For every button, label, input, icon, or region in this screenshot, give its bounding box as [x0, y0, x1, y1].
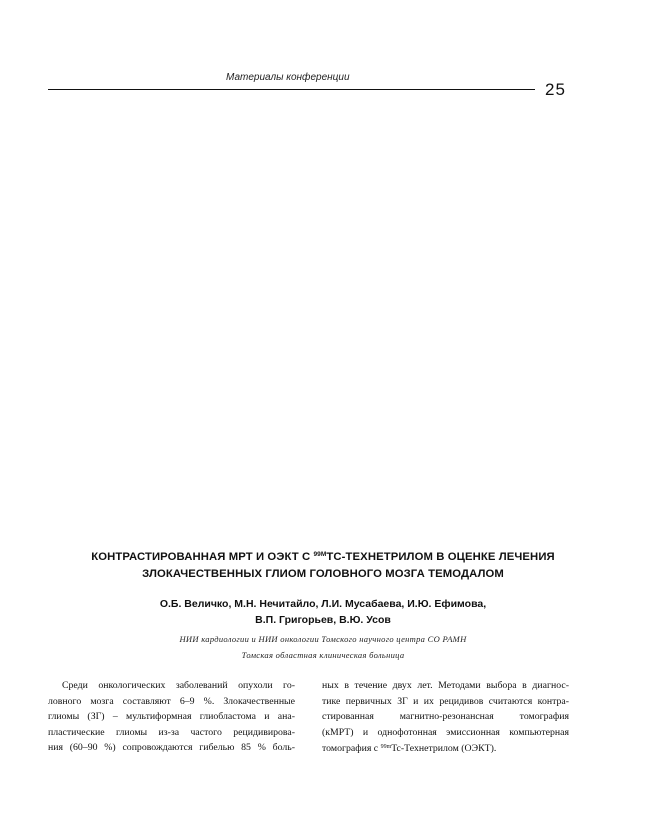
body-line: глиомы (ЗГ) – мультиформная глиобластома и ана- — [48, 711, 295, 723]
isotope-superscript: 99m — [380, 744, 392, 751]
page-number: 25 — [545, 80, 566, 99]
body-line: ных в течение двух лет. Методами выбора в диагнос- — [322, 680, 569, 691]
isotope-superscript: 99M — [313, 551, 327, 558]
authors-line: В.П. Григорьев, В.Ю. Усов — [255, 614, 391, 626]
body-column-left — [48, 678, 295, 756]
body-line: ния (60–90 %) сопровождаются гибелью 85 % боль- — [48, 742, 295, 754]
title-line-2: ЗЛОКАЧЕСТВЕННЫХ ГЛИОМ ГОЛОВНОГО МОЗГА ТЕМОДАЛОМ — [142, 568, 504, 580]
authors — [48, 596, 598, 628]
authors-line: О.Б. Величко, М.Н. Нечитайло, Л.И. Мусабаева, И.Ю. Ефимова, — [159, 598, 487, 610]
affiliation-line: НИИ кардиологии и НИИ онкологии Томского научного центра СО РАМН — [179, 634, 467, 644]
body-line: пластические глиомы из-за частого рецидивирова- — [48, 726, 295, 738]
affiliation-line: Томская областная клиническая больница — [241, 650, 405, 660]
article-title — [48, 546, 598, 583]
body-line: Среди онкологических заболеваний опухоли го- — [62, 680, 295, 691]
running-header-title: Материалы конференции — [226, 72, 350, 83]
body-line: стированная магнитно-резонансная томография — [322, 711, 569, 723]
body-column-right — [322, 678, 569, 757]
body-line: томография с $^{99m}$Tc-Технетрилом (ОЭКТ). — [322, 743, 497, 755]
affiliations — [48, 631, 598, 663]
title-line-1: КОНТРАСТИРОВАННАЯ МРТ И ОЭКТ С $^{99M}$TC-ТЕХНЕТРИЛОМ В ОЦЕНКЕ ЛЕЧЕНИЯ — [91, 551, 555, 563]
header-rule — [48, 89, 535, 90]
body-line: (кМРТ) и однофотонная эмиссионная компьютерная — [322, 726, 569, 738]
body-line: ловного мозга составляют 6–9 %. Злокачественные — [48, 695, 295, 707]
body-line: тике первичных ЗГ и их рецидивов считаются контра- — [322, 695, 569, 707]
